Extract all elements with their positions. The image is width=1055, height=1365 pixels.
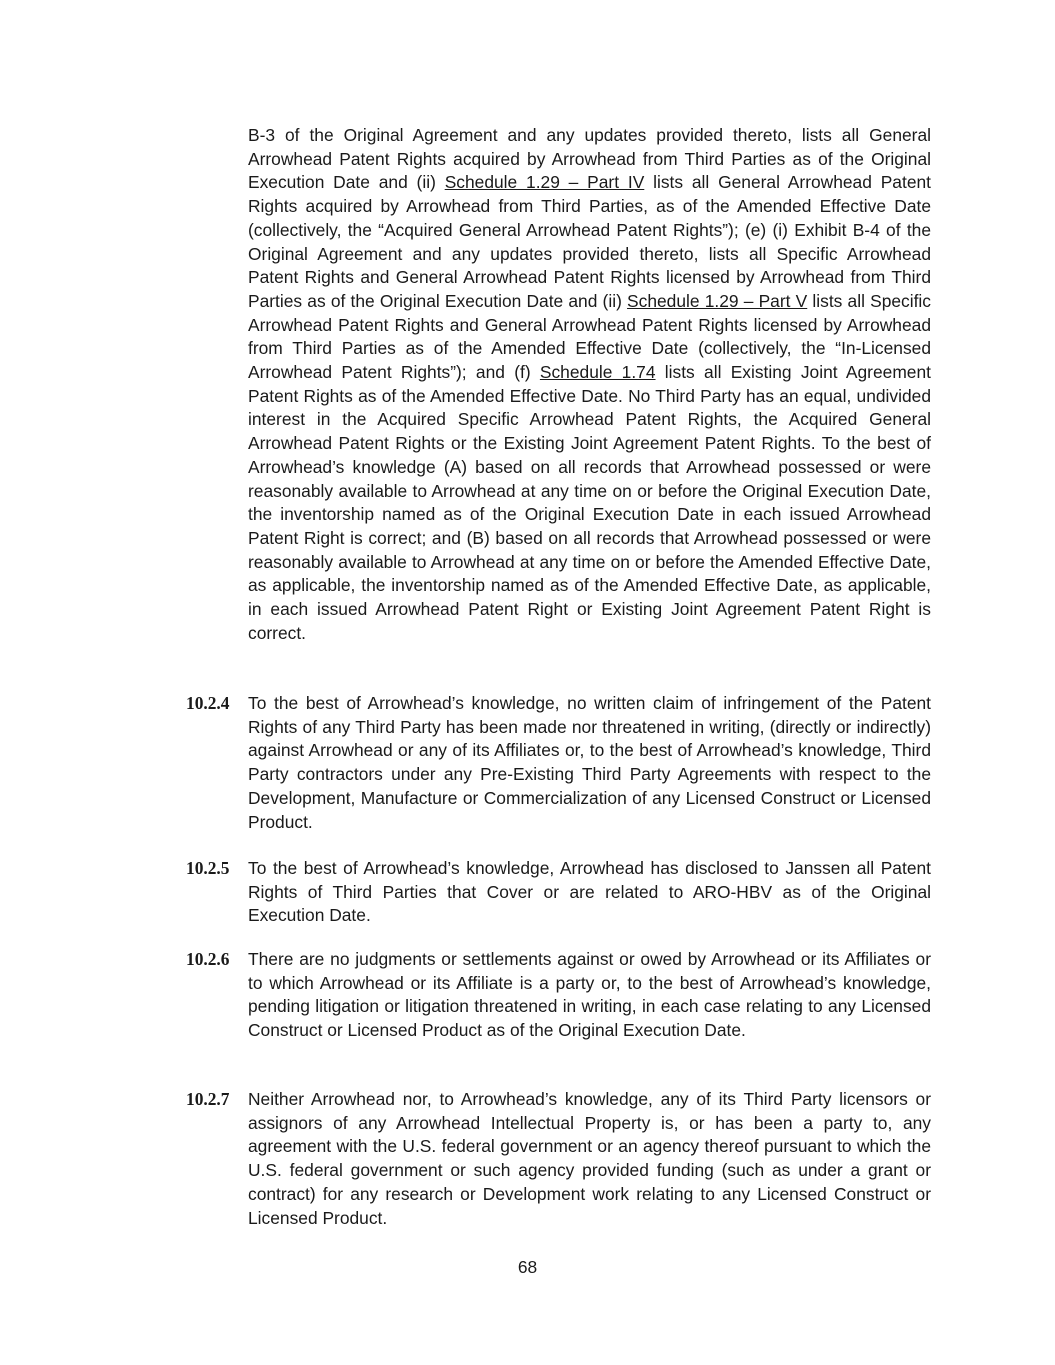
- intro-text-1: B-3 of the Original Agreement and any updates provided thereto, lists all General Arrowhead Patent Rights acquired by Arrowhead from Third Parties as of the Original Execution Date and (ii): [248, 125, 931, 193]
- continued-paragraph: [248, 124, 931, 645]
- section-number-10-2-5: 10.2.5: [186, 858, 230, 878]
- section-text-10-2-5: To the best of Arrowhead’s knowledge, Arrowhead has disclosed to Janssen all Patent Rights of Third Parties that Cover or are related to ARO-HBV as of the Original Execution Date.: [248, 858, 931, 926]
- section-number-10-2-7: 10.2.7: [186, 1089, 230, 1109]
- section-text-10-2-7: Neither Arrowhead nor, to Arrowhead’s knowledge, any of its Third Party licensors or assignors of any Arrowhead Intellectual Property is, or has been a party to, any agreement with the U.S. federal government or an agency thereof pursuant to which the U.S. federal government or such agency provided funding (such as under a grant or contract) for any research or Development work relating to any Licensed Construct or Licensed Product.: [248, 1089, 931, 1228]
- schedule-1-29-part-v-reference: Schedule 1.29 – Part V: [627, 290, 808, 311]
- section-number-10-2-6: 10.2.6: [186, 949, 230, 969]
- section-number-10-2-4: 10.2.4: [186, 693, 230, 713]
- schedule-1-29-part-iv-reference: Schedule 1.29 – Part IV: [444, 172, 645, 193]
- intro-text-2: lists all General Arrowhead Patent Rights acquired by Arrowhead from Third Parties, as of the Amended Effective Date (collectively, the “Acquired General Arrowhead Patent Rights”); (e) (i) Exhibit B-4 of the Original Agreement and any updates provided thereto, lists all Specific Arrowhead Patent Rights and General Arrowhead Patent Rights licensed by Arrowhead from Third Parties as of the Original Execution Date and (ii): [248, 172, 931, 311]
- section-text-10-2-6: There are no judgments or settlements against or owed by Arrowhead or its Affiliates or to which Arrowhead or its Affiliate is a party or, to the best of Arrowhead’s knowledge, pending litigation or litigation threatened in writing, in each case relating to any Licensed Construct or Licensed Product as of the Original Execution Date.: [248, 949, 931, 1041]
- section-text-10-2-4: To the best of Arrowhead’s knowledge, no written claim of infringement of the Patent Rights of any Third Party has been made nor threatened in writing, (directly or indirectly) against Arrowhead or any of its Affiliates or, to the best of Arrowhead’s knowledge, Third Party contractors under any Pre-Existing Third Party Agreements with respect to the Development, Manufacture or Commercialization of any Licensed Construct or Licensed Product.: [248, 693, 931, 832]
- page-number: 68: [517, 1257, 538, 1277]
- intro-text-4: lists all Existing Joint Agreement Patent Rights as of the Amended Effective Date. No Third Party has an equal, undivided interest in the Acquired Specific Arrowhead Patent Rights, the Acquired General Arrowhead Patent Rights or the Existing Joint Agreement Patent Rights. To the best of Arrowhead’s knowledge (A) based on all records that Arrowhead possessed or were reasonably available to Arrowhead at any time on or before the Original Execution Date, the inventorship named as of the Original Execution Date in each issued Arrowhead Patent Right is correct; and (B) based on all records that Arrowhead possessed or were reasonably available to Arrowhead at any time on or before the Amended Effective Date, as applicable, the inventorship named as of the Amended Effective Date, as applicable, in each issued Arrowhead Patent Right or Existing Joint Agreement Patent Right is correct.: [248, 362, 931, 643]
- schedule-1-74-reference: Schedule 1.74: [539, 362, 656, 383]
- intro-text-3: lists all Specific Arrowhead Patent Rights and General Arrowhead Patent Rights licensed by Arrowhead from Third Parties as of the Amended Effective Date (collectively, the “In-Licensed Arrowhead Patent Rights”); and (f): [248, 290, 931, 383]
